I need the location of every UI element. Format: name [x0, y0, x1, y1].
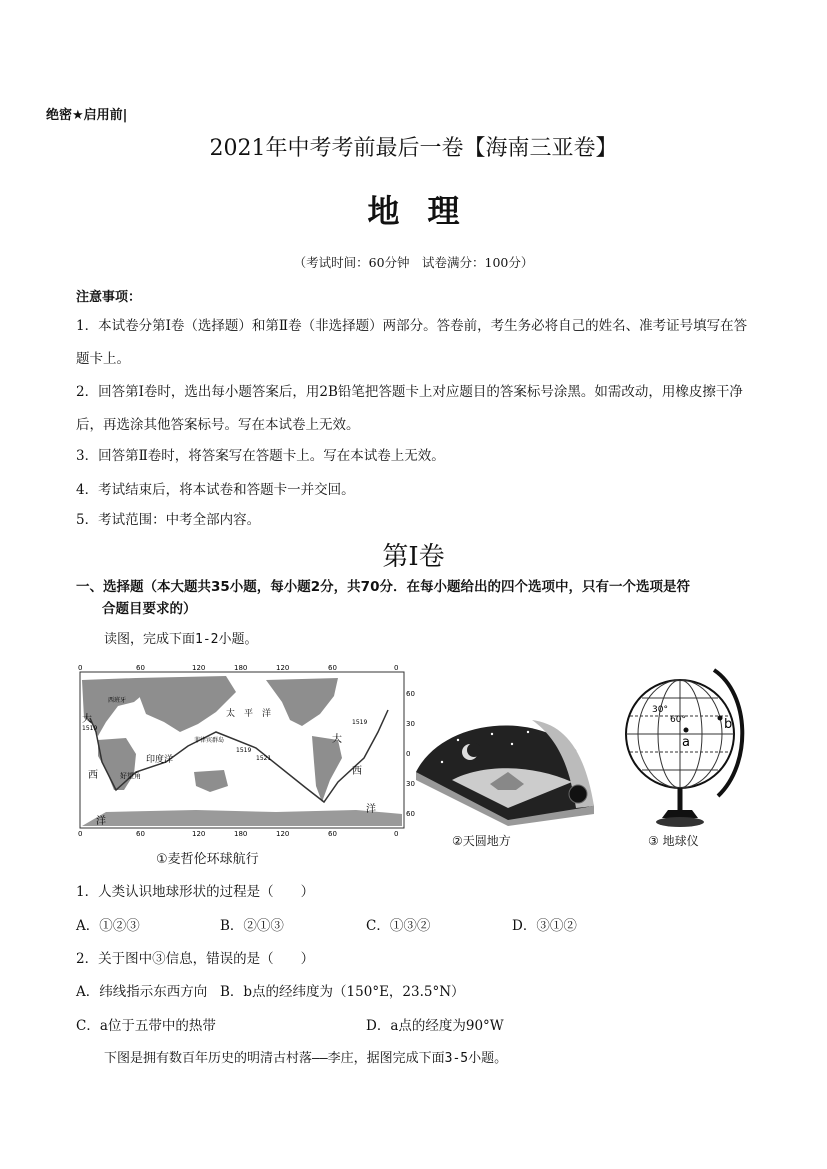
point-a-marker	[684, 728, 689, 733]
map-bottom-tick: 60	[328, 830, 337, 837]
section-heading	[76, 576, 756, 620]
exam-title: 2021年中考考前最后一卷【海南三亚卷】	[209, 136, 618, 161]
question-2-stem: 2．关于图中③信息，错误的是（ ）	[76, 951, 315, 967]
antarctica-landmass	[82, 810, 402, 826]
question-1-option-a: A．①②③	[76, 918, 140, 934]
map-label-xi-west: 西	[88, 770, 98, 781]
globe-point-b: b	[724, 717, 733, 732]
map-label-year: 1521	[256, 755, 272, 762]
question-1-stem: 1．人类认识地球形状的过程是（ ）	[76, 884, 315, 900]
point-b-marker	[718, 716, 723, 721]
map-label-pacific: 太 平 洋	[226, 709, 272, 719]
map-right-tick: 0	[406, 750, 411, 758]
notice-item-5: 5．考试范围：中考全部内容。	[76, 512, 261, 528]
globe-lat-label: 30°	[652, 705, 668, 715]
globe-caption: ③ 地球仪	[648, 834, 699, 848]
map-bottom-tick: 0	[394, 830, 399, 837]
question-2-option-c: C．a位于五带中的热带	[76, 1018, 216, 1034]
section-heading-line2: 合题目要求的）	[102, 601, 197, 617]
map-label-indian-ocean: 印度洋	[146, 755, 174, 765]
map-right-tick: 30	[406, 780, 415, 788]
map-label-year: 1519	[236, 747, 252, 754]
map-right-tick: 60	[406, 690, 415, 698]
confidential-label: 绝密★启用前|	[46, 108, 128, 123]
star-icon	[511, 743, 513, 745]
notice-item-4: 4．考试结束后，将本试卷和答题卡一并交回。	[76, 482, 355, 498]
question-2-option-a: A．纬线指示东西方向	[76, 984, 208, 1000]
sky-caption: ②天圆地方	[452, 834, 511, 848]
map-caption: ①麦哲伦环球航行	[156, 852, 259, 867]
next-section-intro: 下图是拥有数百年历史的明清古村落——李庄，据图完成下面3-5小题。	[104, 1051, 508, 1066]
globe-lon-label: 60°	[670, 715, 686, 725]
map-label-da-east: 大	[332, 734, 342, 745]
map-top-tick: 120	[192, 664, 206, 672]
map-label-da-west: 大	[82, 714, 92, 725]
subject-title: 地理	[367, 192, 488, 230]
map-bottom-tick: 120	[276, 830, 290, 837]
globe-base	[662, 810, 698, 818]
map-label-yang-east: 洋	[366, 804, 376, 815]
notice-item-3: 3．回答第Ⅱ卷时，将答案写在答题卡上。写在本试卷上无效。	[76, 448, 445, 464]
sun-icon	[569, 785, 587, 803]
map-label-philippines: 菲律宾群岛	[194, 737, 225, 744]
map-top-tick: 0	[78, 664, 83, 672]
map-top-tick: 120	[276, 664, 290, 672]
map-bottom-tick: 0	[78, 830, 83, 837]
question-1-option-c: C．①③②	[366, 918, 431, 934]
question-1-option-d: D．③①②	[512, 918, 577, 934]
part-title: 第Ⅰ卷	[382, 542, 445, 572]
star-icon	[491, 733, 493, 735]
map-top-tick: 60	[328, 664, 337, 672]
map-bottom-tick: 60	[136, 830, 145, 837]
map-label-cape: 好望角	[120, 772, 141, 780]
map-label-year: 1519	[352, 719, 368, 726]
question-2-option-b: B．b点的经纬度为（150°E，23.5°N）	[220, 984, 465, 1000]
globe-base-plate	[656, 817, 704, 827]
star-icon	[527, 731, 529, 733]
question-1-option-b: B．②①③	[220, 918, 284, 934]
notice-item-2: 2．回答第Ⅰ卷时，选出每小题答案后，用2B铅笔把答题卡上对应题目的答案标号涂黑。如需改动，用橡皮擦干净后，再选涂其他答案标号。写在本试卷上无效。	[76, 384, 743, 433]
map-bottom-tick: 120	[192, 830, 206, 837]
map-label-xi-east: 西	[352, 766, 362, 777]
magellan-map	[76, 662, 416, 837]
star-icon	[441, 761, 443, 763]
globe-point-a: a	[682, 735, 690, 750]
map-label-spain: 西班牙	[108, 697, 127, 704]
map-label-year: 1519	[82, 725, 98, 732]
section-heading-line1: 一、选择题（本大题共35小题，每小题2分，共70分．在每小题给出的四个选项中，只有一个选项是符	[76, 579, 690, 595]
notice-item-1: 1．本试卷分第Ⅰ卷（选择题）和第Ⅱ卷（非选择题）两部分。答卷前，考生务必将自己的姓名、准考证号填写在答题卡上。	[76, 318, 748, 367]
sky-dome-figure	[412, 710, 598, 826]
exam-info: （考试时间：60分钟 试卷满分：100分）	[293, 255, 534, 270]
star-icon	[457, 739, 459, 741]
map-top-tick: 180	[234, 664, 248, 672]
read-instruction: 读图，完成下面1-2小题。	[104, 632, 258, 647]
map-bottom-tick: 180	[234, 830, 248, 837]
map-label-yang-west: 洋	[96, 816, 106, 827]
map-right-tick: 30	[406, 720, 415, 728]
question-2-option-d: D．a点的经度为90°W	[366, 1018, 504, 1034]
notice-heading: 注意事项：	[76, 290, 142, 305]
map-top-tick: 60	[136, 664, 145, 672]
globe-figure	[622, 664, 752, 834]
map-right-tick: 60	[406, 810, 415, 818]
map-top-tick: 0	[394, 664, 399, 672]
